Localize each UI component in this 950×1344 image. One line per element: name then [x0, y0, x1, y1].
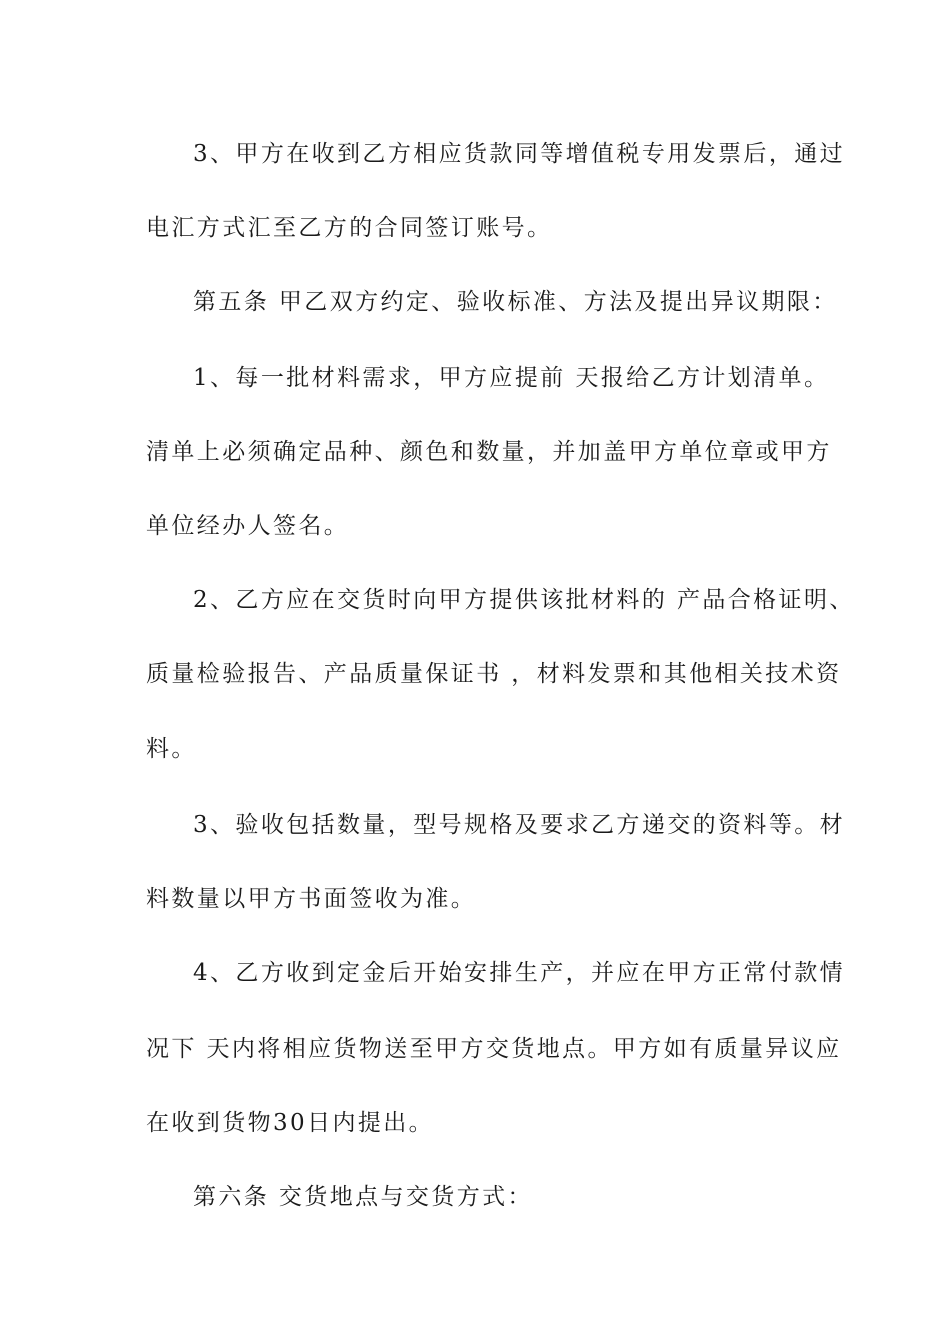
paragraph-line: 料。 — [146, 736, 197, 762]
paragraph-line: 电汇方式汇至乙方的合同签订账号。 — [146, 215, 553, 241]
paragraph-line: 3、验收包括数量，型号规格及要求乙方递交的资料等。材 — [193, 812, 846, 838]
paragraph-line: 2、乙方应在交货时向甲方提供该批材料的 产品合格证明、 — [193, 587, 855, 613]
paragraph-line: 1、每一批材料需求，甲方应提前 天报给乙方计划清单。 — [193, 365, 830, 391]
section-heading: 第五条 甲乙双方约定、验收标准、方法及提出异议期限： — [193, 289, 838, 315]
section-heading: 第六条 交货地点与交货方式： — [193, 1184, 533, 1210]
paragraph-line: 在收到货物30日内提出。 — [146, 1110, 435, 1136]
paragraph-line: 料数量以甲方书面签收为准。 — [146, 886, 477, 912]
paragraph-line: 质量检验报告、产品质量保证书 ，材料发票和其他相关技术资 — [146, 661, 842, 687]
paragraph-line: 3、甲方在收到乙方相应货款同等增值税专用发票后，通过 — [193, 141, 846, 167]
paragraph-line: 单位经办人签名。 — [146, 513, 350, 539]
paragraph-line: 4、乙方收到定金后开始安排生产，并应在甲方正常付款情 — [193, 960, 846, 986]
paragraph-line: 况下 天内将相应货物送至甲方交货地点。甲方如有质量异议应 — [146, 1036, 842, 1062]
paragraph-line: 清单上必须确定品种、颜色和数量，并加盖甲方单位章或甲方 — [146, 439, 832, 465]
